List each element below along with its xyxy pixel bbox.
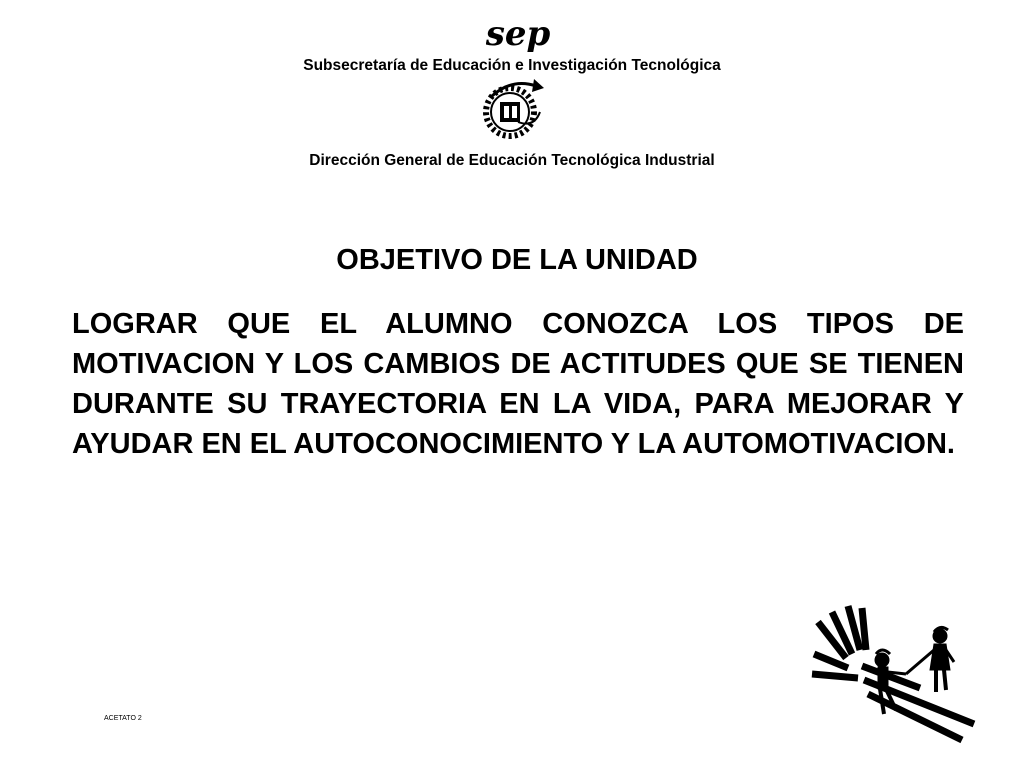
subsecretaria-heading: Subsecretaría de Educación e Investigación Tecnológica — [303, 57, 721, 74]
slide-label: ACETATO 2 — [104, 715, 142, 722]
dgeti-gear-logo-icon — [478, 76, 548, 144]
objective-paragraph: LOGRAR QUE EL ALUMNO CONOZCA LOS TIPOS DE MOTIVACION Y LOS CAMBIOS DE ACTITUDES QUE SE TIENEN DURANTE SU TRAYECTORIA EN LA VIDA, PARA MEJORAR Y AYUDAR EN EL AUTOCONOCIMIENTO Y LA AUTOMOTIVACION. — [72, 308, 964, 460]
direccion-heading: Dirección General de Educación Tecnológica Industrial — [309, 152, 715, 169]
sep-logo — [486, 14, 550, 54]
children-climbing-stairs-icon — [806, 598, 984, 748]
unit-objective-title: OBJETIVO DE LA UNIDAD — [336, 244, 698, 276]
sep-logo-text: sep — [486, 14, 550, 54]
